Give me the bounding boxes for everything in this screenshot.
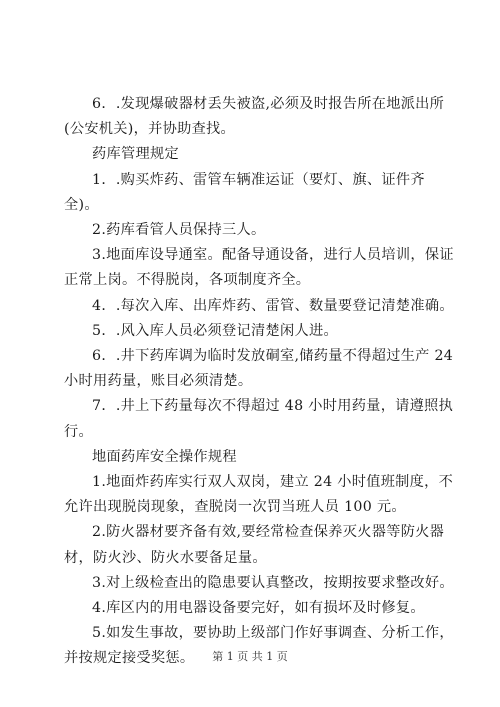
paragraph-mgmt-2: 2.药库看管人员保持三人。 — [92, 222, 266, 239]
paragraph-safety-3: 3.对上级检查出的隐患要认真整改，按期按要求整改好。 — [92, 574, 454, 591]
document-body — [64, 92, 456, 672]
paragraph-mgmt-5: 5．.风入库人员必须登记清楚闲人进。 — [92, 322, 338, 339]
page-footer: 第 1 页 共 1 页 — [212, 650, 288, 663]
paragraph-rule-6: 6．.发现爆破器材丢失被盗,必须及时报告所在地派出所(公安机关)，并协助查找。 — [64, 96, 445, 138]
paragraph-mgmt-4: 4．.每次入库、出库炸药、雷管、数量要登记清楚准确。 — [92, 297, 454, 314]
paragraph-mgmt-7: 7．.井上下药量每次不得超过 48 小时用药量，请遵照执行。 — [64, 398, 454, 440]
section-title-magazine-management: 药库管理规定 — [92, 146, 179, 163]
paragraph-safety-5: 5.如发生事故，要协助上级部门作好事调查、分析工作，并按规定接受奖惩。 — [64, 625, 454, 667]
paragraph-mgmt-6: 6．.井下药库调为临时发放硐室,储药量不得超过生产 24 小时用药量，账目必须清楚。 — [64, 348, 454, 390]
paragraph-safety-1: 1.地面炸药库实行双人双岗，建立 24 小时值班制度，不允许出现脱岗现象，查脱岗一次罚当班人员 100 元。 — [64, 474, 454, 516]
section-title-surface-magazine-safety: 地面药库安全操作规程 — [92, 448, 237, 465]
paragraph-mgmt-3: 3.地面库设导通室。配备导通设备，进行人员培训，保证正常上岗。不得脱岗，各项制度齐全。 — [64, 247, 454, 289]
paragraph-safety-2: 2.防火器材要齐备有效,要经常检查保养灭火器等防火器材，防火沙、防火水要备足量。 — [64, 524, 445, 566]
paragraph-mgmt-1: 1．.购买炸药、雷管车辆准运证（要灯、旗、证件齐全)。 — [64, 171, 425, 213]
paragraph-safety-4: 4.库区内的用电器设备要完好，如有损坏及时修复。 — [92, 600, 425, 617]
